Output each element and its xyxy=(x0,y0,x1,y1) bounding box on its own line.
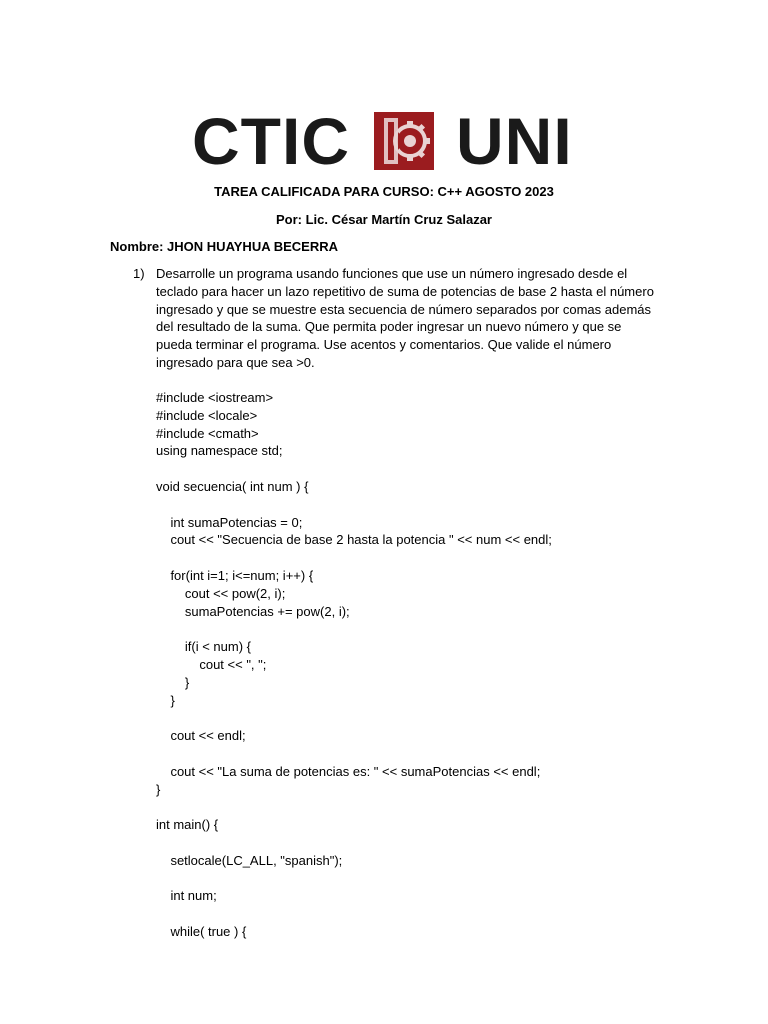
gear-emblem-icon xyxy=(374,112,434,170)
code-line: } xyxy=(156,692,175,708)
question-text xyxy=(156,265,656,372)
code-listing xyxy=(156,389,676,941)
code-line xyxy=(156,620,676,638)
ctic-uni-logo xyxy=(192,104,576,178)
code-line: setlocale(LC_ALL, "spanish"); xyxy=(156,852,343,868)
code-line xyxy=(156,870,676,888)
question-line: ingresado y que se muestre esta secuencia de número separados por comas además xyxy=(156,301,652,317)
document-author: Por: Lic. César Martín Cruz Salazar xyxy=(275,212,492,227)
code-line: cout << endl; xyxy=(156,728,246,744)
code-line xyxy=(156,460,676,478)
code-line: for(int i=1; i<=num; i++) { xyxy=(156,567,314,583)
code-line xyxy=(156,834,676,852)
code-line: cout << pow(2, i); xyxy=(156,585,286,601)
code-line: int sumaPotencias = 0; xyxy=(156,514,303,530)
code-line xyxy=(156,905,676,923)
question-line: pueda terminar el programa. Use acentos y comentarios. Que valide el número xyxy=(156,337,612,353)
code-line: #include <locale> xyxy=(156,407,258,423)
code-line: sumaPotencias += pow(2, i); xyxy=(156,603,350,619)
code-line: cout << ", "; xyxy=(156,656,267,672)
code-line: #include <iostream> xyxy=(156,390,274,405)
code-line: int main() { xyxy=(156,817,219,833)
code-line: cout << "La suma de potencias es: " << sumaPotencias << endl; xyxy=(156,763,541,779)
code-line: } xyxy=(156,674,190,690)
code-line: #include <cmath> xyxy=(156,425,259,441)
code-line xyxy=(156,549,676,567)
code-line: if(i < num) { xyxy=(156,639,251,655)
question-number: 1) xyxy=(133,266,145,281)
question-line: teclado para hacer un lazo repetitivo de suma de potencias de base 2 hasta el número xyxy=(156,283,654,299)
code-line: int num; xyxy=(156,888,217,904)
logo-uni-text: UNI xyxy=(456,104,573,178)
document-title: TAREA CALIFICADA PARA CURSO: C++ AGOSTO 2023 xyxy=(214,184,554,199)
logo-ctic-text: CTIC xyxy=(192,104,350,178)
code-line: void secuencia( int num ) { xyxy=(156,478,309,494)
code-line xyxy=(156,496,676,514)
student-name: Nombre: JHON HUAYHUA BECERRA xyxy=(110,239,339,254)
code-line: using namespace std; xyxy=(156,443,283,459)
code-line: } xyxy=(156,781,161,797)
code-line xyxy=(156,709,676,727)
question-line: ingresado para que sea >0. xyxy=(156,354,315,370)
question-line: Desarrolle un programa usando funciones que use un número ingresado desde el xyxy=(156,266,628,281)
code-line xyxy=(156,798,676,816)
code-line xyxy=(156,745,676,763)
code-line: while( true ) { xyxy=(156,923,247,939)
code-line: cout << "Secuencia de base 2 hasta la potencia " << num << endl; xyxy=(156,532,552,548)
question-line: del resultado de la suma. Que permita poder ingresar un nuevo número y que se xyxy=(156,319,622,335)
